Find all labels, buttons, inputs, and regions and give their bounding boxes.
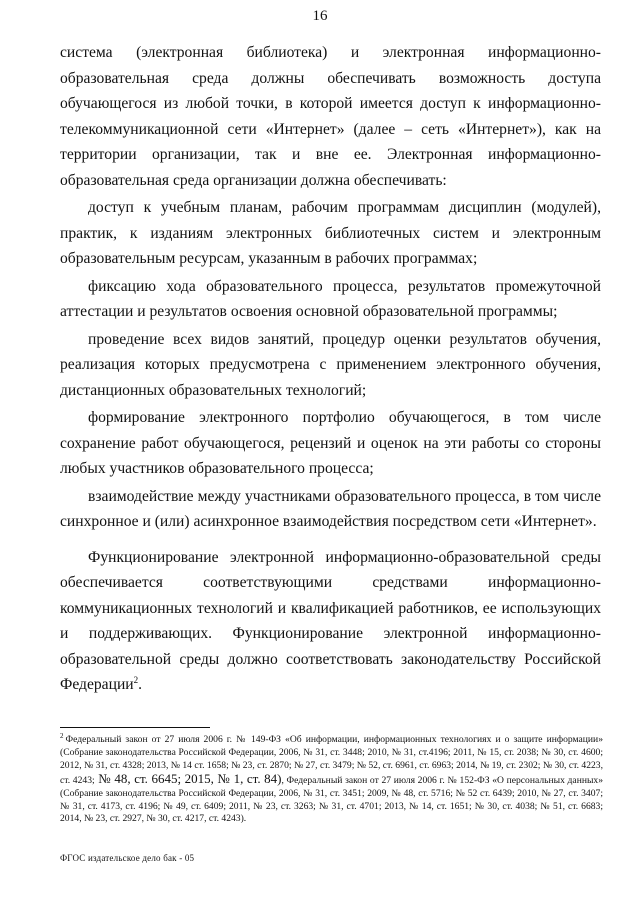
- page-number: 16: [312, 8, 328, 24]
- paragraph-tail: .: [138, 676, 143, 693]
- footnote-text: № 48, ст. 6645; 2015, № 1, ст. 84): [94, 770, 282, 786]
- paragraph-text: Функционирование электронной информационно-образовательной среды обеспечивается соответствующими средствами информационно-коммуникационных технологий и квалификацией работников, ее использующих и поддерживающих. Функционирование электронной информационно-образовательной среды должно соответствовать законодательству Российской Федерации: [60, 548, 601, 693]
- paragraph: доступ к учебным планам, рабочим программам дисциплин (модулей), практик, к изданиям электронных библиотечных систем и электронным образовательным ресурсам, указанным в рабочих программах;: [60, 199, 601, 267]
- footnote-text: Федеральный закон от 27 июля 2006 г. № 149-ФЗ «Об информации, информационных технологиях и о защите информации» (Собрание законодательства Российской Федерации, 2006, № 31, ст. 3448; 2010, № 31, ст.4196; 2011, № 15, ст. 2038; № 30, ст. 4600; 2012, № 31, ст. 4328; 2013, № 14 ст. 1658; № 23, ст. 2870; № 27, ст. 3479; № 52, ст. 6961, ст. 6963; 2014, № 19, ст. 2302; № 30, ст. 4223, ст. 4243;: [60, 734, 603, 786]
- footnote: [60, 731, 603, 826]
- footnote-divider: [60, 727, 210, 728]
- paragraph: формирование электронного портфолио обучающегося, в том числе сохранение работ обучающегося, рецензий и оценок на эти работы со стороны любых участников образовательного процесса;: [60, 409, 601, 477]
- paragraph: система (электронная библиотека) и электронная информационно-образовательная среда должны обеспечивать возможность доступа обучающегося из любой точки, в которой имеется доступ к информационно-телекоммуникационной сети «Интернет» (далее – сеть «Интернет»), как на территории организации, так и вне ее. Электронная информационно-образовательная среда организации должна обеспечивать:: [60, 44, 601, 189]
- paragraph: взаимодействие между участниками образовательного процесса, в том числе синхронное и (или) асинхронное взаимодействия посредством сети «Интернет».: [60, 487, 601, 530]
- body-text: [60, 40, 601, 698]
- paragraph: проведение всех видов занятий, процедур оценки результатов обучения, реализация которых предусмотрена с применением электронного обучения, дистанционных образовательных технологий;: [60, 330, 601, 399]
- imprint-stamp: ФГОС издательское дело бак - 05: [60, 853, 195, 863]
- footnote-number: 2: [60, 731, 64, 740]
- paragraph: [60, 545, 601, 698]
- footnote-ref: 2: [133, 674, 139, 685]
- paragraph: фиксацию хода образовательного процесса, результатов промежуточной аттестации и результатов освоения основной образовательной программы;: [60, 277, 601, 320]
- footnote-text: , Федеральный закон от 27 июля 2006 г. № 152-ФЗ «О персональных данных» (Собрание законодательства Российской Федерации, 2006, № 31, ст. 3451; 2009, № 48, ст. 5716; № 52 ст. 6439; 2010, № 27, ст. 3407; № 31, ст. 4173, ст. 4196; № 49, ст. 6409; 2011, № 23, ст. 3263; № 31, ст. 4701; 2013, № 14, ст. 1651; № 30, ст. 4038; № 51, ст. 6683; 2014, № 23, ст. 2927, № 30, ст. 4217, ст. 4243).: [60, 774, 603, 825]
